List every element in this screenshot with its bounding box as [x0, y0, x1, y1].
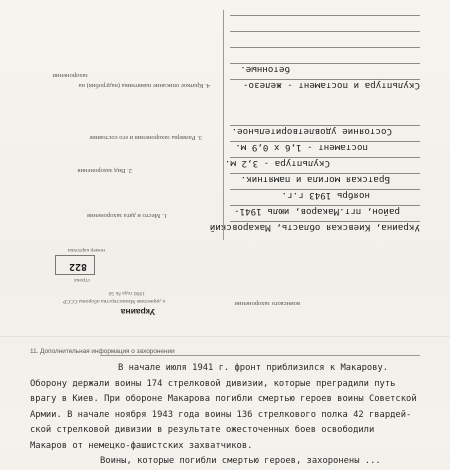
- order-line-1: к директиве Министерства обороны СССР: [63, 298, 165, 304]
- additional-info-section: [0, 335, 450, 466]
- field-1-rule-3: [230, 189, 420, 190]
- field-4-label-1: 4. Краткое описание памятника (надгробия) на: [78, 82, 210, 89]
- card-label-top: строка: [74, 277, 90, 283]
- section-11-line-2: Оборону держали воины 174 стрелковой дивизии, которые преградили путь: [30, 378, 396, 389]
- column-divider: [223, 10, 224, 240]
- order-line-2: 1990 года № 50: [108, 290, 145, 296]
- field-1-rule-2: [230, 205, 420, 206]
- section-11-line-4: Армии. В начале ноября 1943 года воины 136 стрелкового полка 42 гвардей-: [30, 409, 412, 420]
- section-11-title: 11. Дополнительная информация о захоронении: [30, 348, 175, 355]
- section-11-line-3: врагу в Киев. При обороне Макарова погибли смертью героев воины Советской: [30, 394, 417, 404]
- section-11-rule: [100, 355, 420, 356]
- section-11-line-6: Макаров от немецко-фашистских захватчиков.: [30, 440, 253, 451]
- field-4-rule-5: [230, 15, 420, 16]
- field-3-label: 3. Размеры захоронения и его состояние: [89, 134, 202, 141]
- field-3-rule-3: [230, 125, 420, 126]
- section-11-line-1: В начале июля 1941 г. фронт приблизился к Макарову.: [118, 363, 389, 373]
- card-number: 822: [68, 261, 87, 272]
- field-1-rule-1: [230, 221, 420, 222]
- field-3-line-2: постамент - 1,6 х 0,9 м.: [235, 142, 368, 153]
- country-title: Украина: [120, 307, 155, 317]
- field-3-rule-1: [230, 157, 420, 158]
- field-4-rule-2: [230, 63, 420, 64]
- field-3-line-3: Состояние удовлетворительное.: [231, 126, 392, 137]
- burial-title: воинского захоронения: [234, 300, 300, 307]
- field-4-rule-1: [230, 79, 420, 80]
- field-4-rule-4: [230, 31, 420, 32]
- field-2-line-1: Братская могила и памятник.: [240, 174, 390, 185]
- section-11-line-7: Воины, которые погибли смертью героев, захоронены ...: [100, 456, 381, 466]
- field-4-label-2: захоронении: [52, 72, 88, 79]
- section-11-line-5: ской стрелковой дивизии в результате ожесточенных боев освободили: [30, 425, 375, 435]
- field-4-line-2: бетонные.: [240, 64, 290, 75]
- field-3-rule-2: [230, 141, 420, 142]
- field-1-line-1: Украина, Киевская область, Макаровский: [209, 222, 420, 233]
- field-1-line-2: район, пгт.Макаров, июль 1941-: [234, 206, 400, 217]
- field-2-rule: [230, 173, 420, 174]
- field-1-line-3: ноябрь 1943 г.г.: [281, 190, 370, 201]
- card-label-bottom: номер карточки: [67, 247, 105, 253]
- field-4-rule-3: [230, 47, 420, 48]
- field-4-line-1: Скульптура и постамент - железо-: [242, 80, 420, 91]
- field-3-line-1: Скульптура - 3,2 м.: [224, 158, 330, 169]
- field-1-label: 1. Место и дата захоронения: [87, 212, 167, 219]
- field-2-label: 2. Вид захоронения: [77, 167, 132, 174]
